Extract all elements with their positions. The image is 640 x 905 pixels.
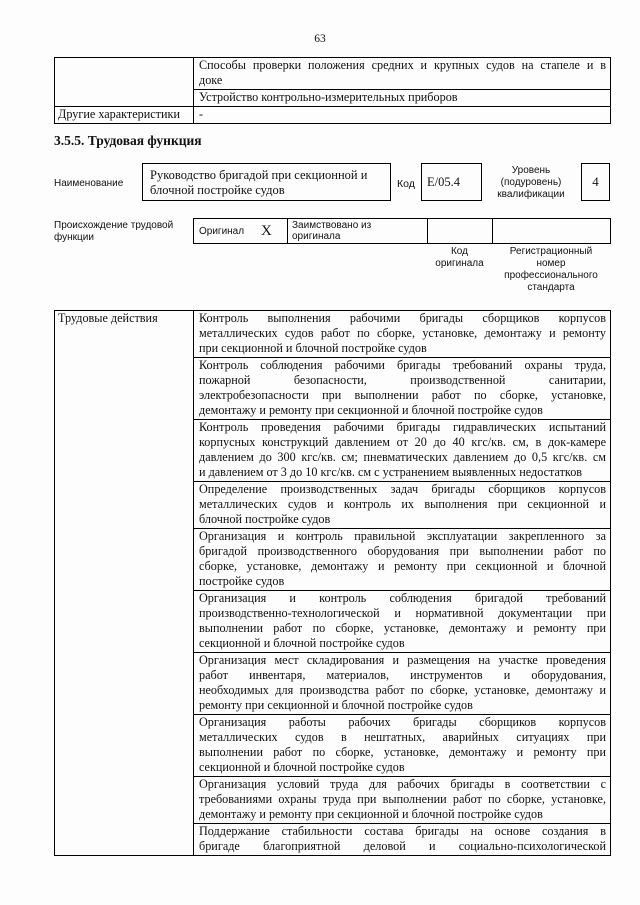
- labor-action-line: Контроль проведения рабочими бригады гидравлических испытаний: [199, 420, 606, 434]
- origin-table: [193, 218, 611, 244]
- borrowed-cell: [288, 219, 428, 244]
- prev-table-item-line: Устройство контрольно-измерительных приборов: [199, 90, 458, 104]
- labor-action-line: Поддержание стабильности состава бригады на основе создания в: [199, 824, 606, 838]
- labor-action-line: Контроль соблюдения рабочими бригады требований охраны труда,: [199, 358, 606, 372]
- table-row: [55, 58, 611, 90]
- original-code-caption-line: Код: [450, 246, 468, 257]
- labor-action-line: металлических судов и контроль их выполнения при секционной и: [199, 497, 606, 511]
- labor-action-line: Организация мест складирования и размещения на участке проведения: [199, 653, 606, 667]
- labor-action-cell: [194, 358, 611, 420]
- labor-action-line: металлических судов в нештатных, аварийных ситуациях при: [199, 730, 606, 744]
- registration-number-caption-line: номер: [536, 258, 566, 269]
- labor-action-line: металлических судов работ по сборке, установке, демонтажу и ремонту: [199, 326, 606, 340]
- labor-action-line: секционной и блочной постройке судов: [199, 636, 405, 650]
- prev-table-item-line: -: [199, 107, 204, 121]
- labor-action-line: пожарной безопасности, производственной санитарии,: [199, 373, 606, 387]
- labor-actions-label: Трудовые действия: [55, 311, 194, 856]
- labor-action-line: производственно-технологической и нормативной документации при: [199, 606, 606, 620]
- registration-number-cell: [493, 219, 611, 244]
- labor-action-line: требованиями охраны труда при выполнении работ по сборке, установке,: [199, 792, 606, 806]
- labor-action-line: блочной постройке судов: [199, 512, 331, 526]
- labor-action-line: корпусных конструкций давлением от 20 до 40 кгс/кв. см, в док-камере: [199, 435, 606, 449]
- labor-action-line: Организация условий труда для рабочих бригады в соответствии с: [199, 777, 606, 791]
- labor-action-cell: [194, 777, 611, 824]
- prev-table-empty-label-cell: [55, 58, 194, 107]
- origin-label-line: Происхождение трудовой: [54, 220, 174, 231]
- qualification-level-label-line: (подуровень): [500, 177, 562, 188]
- labor-action-line: Контроль выполнения рабочими бригады сборщиков корпусов: [199, 311, 606, 325]
- borrowed-label-line: Заимствовано из: [292, 220, 372, 231]
- origin-label: [54, 220, 173, 244]
- labor-action-line: демонтажу и ремонту при секционной и блочной постройке судов: [199, 807, 543, 821]
- original-mark: X: [261, 223, 272, 239]
- labor-action-line: выполнении работ по сборке, установке, демонтажу и ремонту при: [199, 745, 606, 759]
- registration-number-caption-line: стандарта: [527, 282, 575, 293]
- qualification-level-label: [484, 165, 578, 201]
- labor-action-cell: [194, 529, 611, 591]
- section-heading: 3.5.5. Трудовая функция: [54, 133, 202, 148]
- borrowed-label-line: оригинала: [292, 231, 341, 242]
- name-label: Наименование: [54, 178, 124, 189]
- prev-table-item: [194, 58, 611, 90]
- registration-number-caption: [492, 246, 610, 294]
- labor-actions-table: [54, 310, 611, 856]
- labor-action-line: бригаде благоприятной деловой и социально-психологической: [199, 839, 606, 853]
- labor-action-line: бригадой производственного оборудования при выполнении работ по: [199, 544, 606, 558]
- function-name-box: [142, 163, 391, 201]
- labor-action-cell: [194, 420, 611, 482]
- labor-action-line: сборке, установке, демонтажу и ремонту при секционной и блочной: [199, 559, 606, 573]
- labor-action-line: выполнении работ по сборке, установке, демонтажу и ремонту при: [199, 621, 606, 635]
- function-name-line: блочной постройке судов: [150, 183, 285, 197]
- qualification-level-box: 4: [581, 163, 610, 201]
- prev-table-item-line: Способы проверки положения средних и крупных судов на стапеле и в: [199, 58, 606, 72]
- original-code-caption-line: оригинала: [435, 258, 484, 269]
- function-code-box: E/05.4: [421, 163, 482, 201]
- qualification-level-label-line: квалификации: [497, 189, 565, 200]
- labor-action-line: Организация и контроль соблюдения бригадой требований: [199, 591, 606, 605]
- original-code-cell: [428, 219, 493, 244]
- original-label: Оригинал: [199, 226, 245, 237]
- labor-action-line: необходимых для производства работ по сборке, установке, демонтажу и: [199, 683, 606, 697]
- labor-action-line: электробезопасности при выполнении работ по сборке, установке,: [199, 388, 606, 402]
- labor-action-line: и давлением от 3 до 10 кгс/кв. см с устранением выявленных недостатков: [199, 465, 583, 479]
- page-number: 63: [314, 33, 326, 45]
- registration-number-caption-line: Регистрационный: [509, 246, 593, 257]
- labor-action-row: [55, 311, 611, 358]
- labor-action-cell: [194, 715, 611, 777]
- original-code-caption: [427, 246, 492, 270]
- origin-label-line: функции: [54, 232, 94, 243]
- labor-action-cell: [194, 653, 611, 715]
- prev-table-item-line: доке: [199, 73, 223, 87]
- original-cell: [194, 219, 288, 244]
- table-row: [55, 107, 611, 124]
- labor-action-cell: [194, 482, 611, 529]
- labor-action-cell: [194, 591, 611, 653]
- prev-table-item: [194, 107, 611, 124]
- registration-number-caption-line: профессионального: [504, 270, 598, 281]
- labor-action-cell: [194, 824, 611, 856]
- labor-action-line: секционной и блочной постройке судов: [199, 760, 405, 774]
- qualification-level-label-line: Уровень: [511, 165, 551, 176]
- code-label: Код: [397, 178, 415, 190]
- previous-function-table: [54, 57, 611, 124]
- table-row: [194, 219, 611, 244]
- labor-action-line: Определение производственных задач бригады сборщиков корпусов: [199, 482, 606, 496]
- labor-action-line: постройке судов: [199, 574, 285, 588]
- labor-action-line: ремонту при секционной и блочной постройке судов: [199, 698, 473, 712]
- prev-table-label-other-characteristics: Другие характеристики: [55, 107, 194, 124]
- labor-action-line: Организация и контроль правильной эксплуатации закрепленного за: [199, 529, 606, 543]
- labor-action-line: при секционной и блочной постройке судов: [199, 341, 427, 355]
- function-name-line: Руководство бригадой при секционной и: [150, 168, 368, 182]
- labor-action-line: Организация работы рабочих бригады сборщиков корпусов: [199, 715, 606, 729]
- labor-action-line: работ инвентаря, материалов, инструментов и оборудования,: [199, 668, 606, 682]
- prev-table-item: [194, 90, 611, 107]
- labor-action-cell: [194, 311, 611, 358]
- labor-action-line: давлением до 300 кгс/кв. см; пневматических давлением до 0,5 кгс/кв. см: [199, 450, 606, 464]
- labor-action-line: демонтажу и ремонту при секционной и блочной постройке судов: [199, 403, 543, 417]
